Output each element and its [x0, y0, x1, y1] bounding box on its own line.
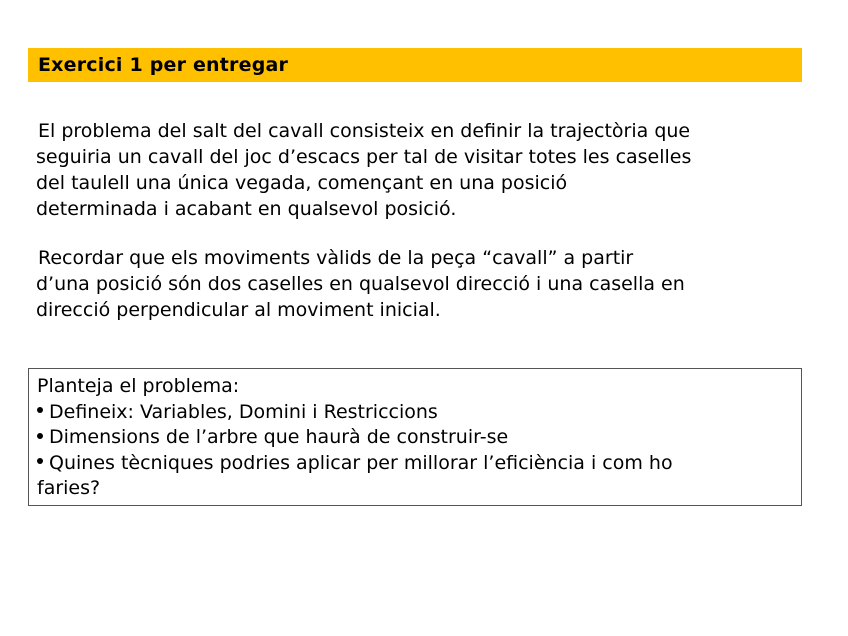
paragraph-line: del taulell una única vegada, començant en una posició — [36, 172, 568, 194]
page-title: Exercici 1 per entregar — [38, 54, 289, 76]
task-bullet-continuation: faries? — [37, 477, 101, 499]
paragraph-line: determinada i acabant en qualsevol posició. — [36, 198, 457, 220]
task-bullet-text: Defineix: Variables, Domini i Restriccions — [49, 400, 438, 423]
reminder-paragraph — [36, 245, 816, 323]
paragraph-line: seguiria un cavall del joc d’escacs per tal de visitar totes les caselles — [36, 146, 692, 168]
task-bullet-text: Quines tècniques podries aplicar per millorar l’eficiència i com ho — [49, 451, 673, 474]
bullet-icon — [37, 407, 43, 413]
description-paragraph — [36, 118, 816, 222]
paragraph-line: El problema del salt del cavall consisteix en definir la trajectòria que — [38, 120, 691, 142]
task-bullet — [37, 400, 673, 426]
bullet-icon — [37, 433, 43, 439]
task-box — [28, 368, 802, 506]
task-bullet-text: Dimensions de l’arbre que haurà de construir-se — [49, 426, 509, 448]
bullet-icon — [37, 458, 43, 464]
paragraph-line: d’una posició són dos caselles en qualsevol direcció i una casella en — [36, 273, 685, 295]
title-bar — [28, 48, 802, 82]
paragraph-line: Recordar que els moviments vàlids de la peça “cavall” a partir — [38, 247, 634, 269]
paragraph-line: direcció perpendicular al moviment inicial. — [36, 299, 441, 321]
task-heading: Planteja el problema: — [37, 375, 240, 397]
task-bullet — [37, 425, 673, 451]
task-content — [37, 374, 673, 502]
task-bullet — [37, 451, 673, 477]
